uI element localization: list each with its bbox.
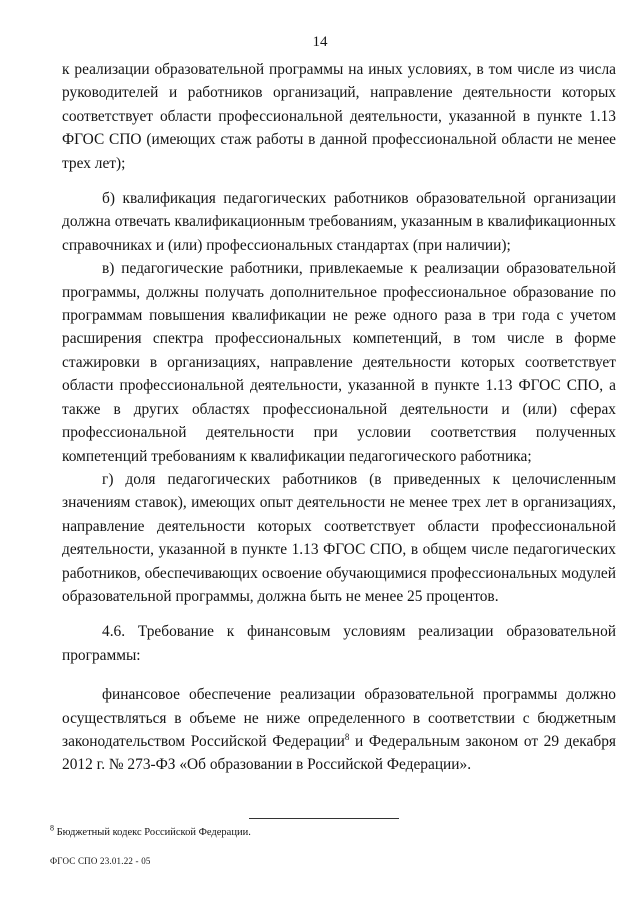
footnote-reference: 8 (344, 731, 350, 742)
footnote (50, 823, 610, 840)
paragraph-financing-text-end: и Федеральным законом от 29 декабря 2012 г. № 273-ФЗ «Об образовании в Российской Федерации». (62, 732, 616, 774)
document-body (62, 58, 616, 777)
footnote-separator (249, 818, 399, 819)
footnote-text: Бюджетный кодекс Российской Федерации. (54, 827, 251, 838)
section-heading-4-6: 4.6. Требование к финансовым условиям реализации образовательной программы: (62, 623, 616, 664)
paragraph-financing-text-start: финансовое обеспечение реализации образовательной программы должно осуществляться в объеме не ниже определенного в соответствии с бюджетным законодательством Российской Федерации (62, 686, 616, 750)
paragraph-item-g: г) доля педагогических работников (в приведенных к целочисленным значениям ставок), имеющих опыт деятельности не менее трех лет в организациях, направление деятельности которых соответствует области профессиональной деятельности, указанной в пункте 1.13 ФГОС СПО, в общем числе педагогических работников, обеспечивающих освоение обучающимися профессиональных модулей образовательной программы, должна быть не менее 25 процентов. (62, 470, 616, 605)
page-number: 14 (312, 34, 328, 50)
footnote-mark: 8 (50, 823, 54, 833)
paragraph-financing (62, 683, 616, 777)
document-code: ФГОС СПО 23.01.22 - 05 (50, 856, 151, 866)
paragraph-item-v: в) педагогические работники, привлекаемые к реализации образовательной программы, должны получать дополнительное профессиональное образование по программам повышения квалификации не реже одного раза в три года с учетом расширения спектра профессиональных компетенций, в том числе в форме стажировки в организациях, направление деятельности которых соответствует области профессиональной деятельности, указанной в пункте 1.13 ФГОС СПО, а также в других областях профессиональной деятельности и (или) сферах профессиональной деятельности при условии соответствия полученных компетенций требованиям к квалификации педагогического работника; (62, 260, 616, 465)
paragraph-item-b: б) квалификация педагогических работников образовательной организации должна отвечать квалификационным требованиям, указанным в квалификационных справочниках и (или) профессиональных стандартах (при наличии); (62, 190, 616, 254)
paragraph-continuation: к реализации образовательной программы на иных условиях, в том числе из числа руководителей и работников организаций, направление деятельности которых соответствует области профессиональной деятельности, указанной в пункте 1.13 ФГОС СПО (имеющих стаж работы в данной профессиональной области не менее трех лет); (62, 61, 616, 172)
